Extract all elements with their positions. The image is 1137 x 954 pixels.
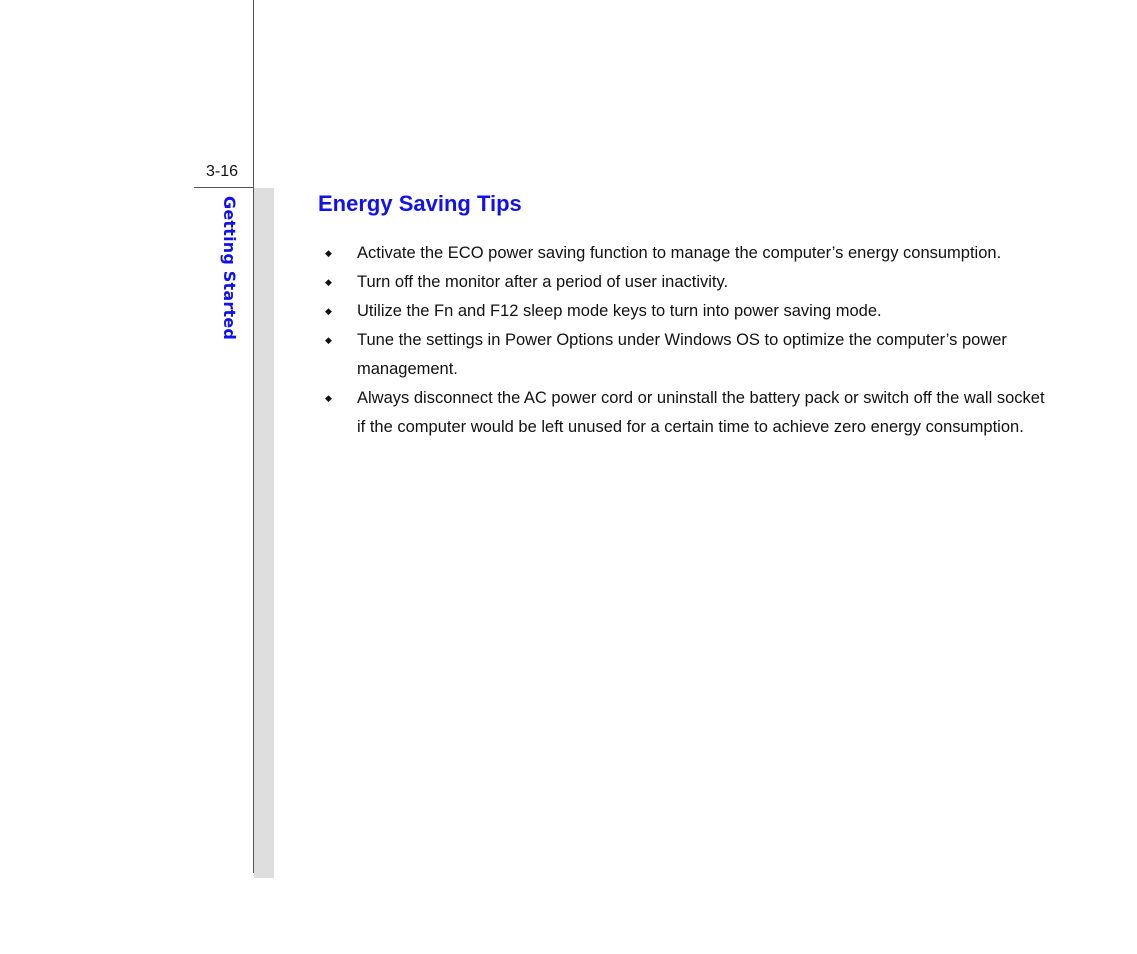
list-item-text: Activate the ECO power saving function to manage the computer’s energy consumption. (357, 244, 1002, 262)
list-item (318, 384, 1048, 442)
list-item-text: Utilize the Fn and F12 sleep mode keys to turn into power saving mode. (357, 302, 882, 320)
list-item (318, 297, 1048, 326)
chapter-side-bar (254, 188, 274, 878)
list-item-text: Turn off the monitor after a period of user inactivity. (357, 273, 729, 291)
diamond-bullet-icon: ◆ (325, 393, 332, 403)
list-item-text: Tune the settings in Power Options under Windows OS to optimize the computer’s power management. (357, 331, 1007, 378)
list-item (318, 268, 1048, 297)
page-number-underline (194, 187, 254, 188)
section-title: Energy Saving Tips (318, 191, 522, 216)
page-number: 3-16 (205, 163, 239, 180)
diamond-bullet-icon: ◆ (325, 306, 332, 316)
energy-tips-list (318, 239, 1048, 442)
list-item (318, 239, 1048, 268)
chapter-side-label: Getting Started (220, 196, 239, 340)
diamond-bullet-icon: ◆ (325, 277, 332, 287)
list-item-text: Always disconnect the AC power cord or uninstall the battery pack or switch off the wall socket if the computer would be left unused for a certain time to achieve zero energy consumption. (357, 389, 1045, 436)
diamond-bullet-icon: ◆ (325, 248, 332, 258)
diamond-bullet-icon: ◆ (325, 335, 332, 345)
list-item (318, 326, 1048, 384)
